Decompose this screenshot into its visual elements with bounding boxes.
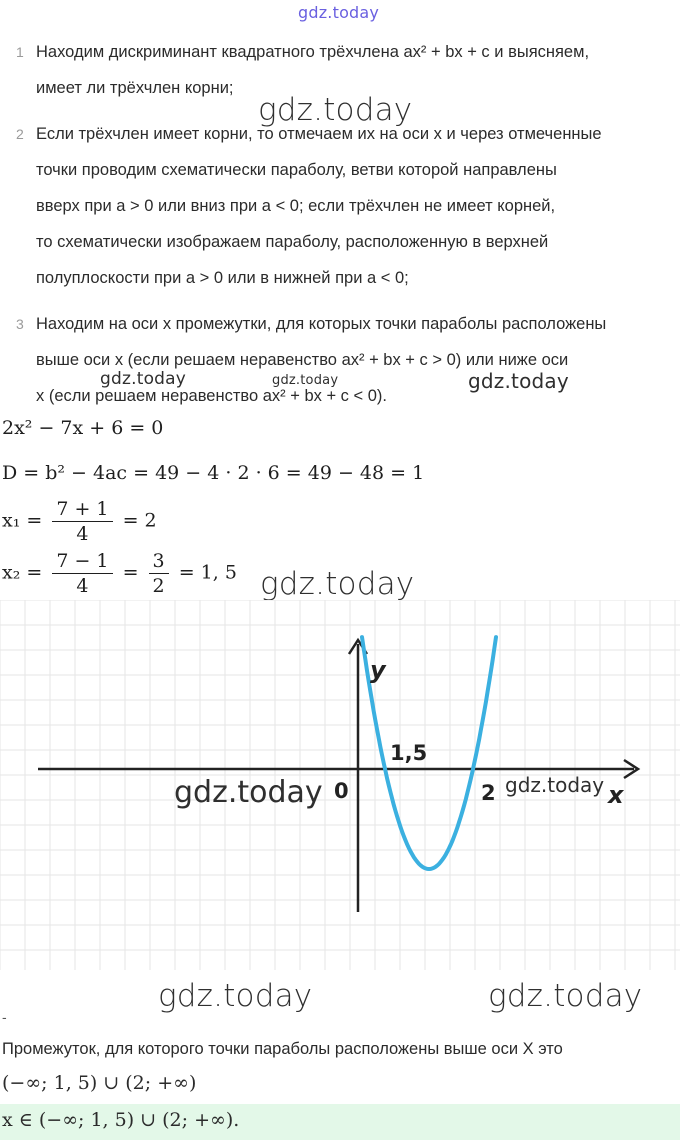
root-2-label: 2 xyxy=(481,781,496,805)
watermark: gdz.today xyxy=(505,773,605,797)
x-axis-label: x xyxy=(608,781,624,809)
step-line: Находим дискриминант квадратного трёхчлена ax² + bx + c и выясняем, xyxy=(36,43,590,61)
watermark: gdz.today xyxy=(158,978,313,1014)
root-1-fraction xyxy=(52,497,112,546)
root-2-fraction xyxy=(52,549,112,598)
equation-root-1 xyxy=(2,497,157,546)
step-line: точки проводим схематически параболу, ветви которой направлены xyxy=(36,161,557,179)
step-line: имеет ли трёхчлен корни; xyxy=(36,79,234,97)
step-line: Находим на оси x промежутки, для которых точки параболы расположены xyxy=(36,315,607,333)
watermark: gdz.today xyxy=(260,566,415,602)
step-line: Если трёхчлен имеет корни, то отмечаем их на оси x и через отмеченные xyxy=(36,125,602,143)
answer-text: x ∈ (−∞; 1, 5) ∪ (2; +∞). xyxy=(2,1109,240,1131)
fraction-numerator: 7 + 1 xyxy=(52,497,112,522)
root-2-simplified-fraction xyxy=(149,549,169,598)
equation-quadratic: 2x² − 7x + 6 = 0 xyxy=(2,417,164,439)
fraction-numerator: 7 − 1 xyxy=(52,549,112,574)
step-line: то схематически изображаем параболу, расположенную в верхней xyxy=(36,233,549,251)
root-1-label: 1,5 xyxy=(390,741,428,765)
fraction-denominator: 4 xyxy=(76,575,89,597)
watermark: gdz.today xyxy=(258,92,413,128)
step-line: полуплоскости при a > 0 или в нижней при a < 0; xyxy=(36,269,409,287)
fraction-denominator: 2 xyxy=(152,575,165,597)
step-line: вверх при a > 0 или вниз при a < 0; если трёхчлен не имеет корней, xyxy=(36,197,556,215)
step-number: 1 xyxy=(16,44,24,60)
interval-expression: (−∞; 1, 5) ∪ (2; +∞) xyxy=(2,1072,197,1094)
step-number: 3 xyxy=(16,316,24,332)
watermark-top: gdz.today xyxy=(298,3,380,22)
watermark: gdz.today xyxy=(100,369,187,389)
graph-canvas xyxy=(0,600,680,970)
watermark: gdz.today xyxy=(488,978,643,1014)
step-line: x (если решаем неравенство ax² + bx + c < 0). xyxy=(36,387,387,405)
interval-description: Промежуток, для которого точки параболы расположены выше оси X это xyxy=(2,1040,563,1058)
origin-label: 0 xyxy=(334,779,349,803)
root-2-equals: = xyxy=(122,561,139,584)
equation-discriminant: D = b² − 4ac = 49 − 4 · 2 · 6 = 49 − 48 = 1 xyxy=(2,462,425,484)
root-2-value: = 1, 5 xyxy=(178,561,237,584)
equation-root-2 xyxy=(2,549,237,598)
step-number: 2 xyxy=(16,126,24,142)
watermark: gdz.today xyxy=(272,373,339,388)
watermark: gdz.today xyxy=(174,775,323,810)
watermark: gdz.today xyxy=(468,369,569,393)
step-line: выше оси x (если решаем неравенство ax² + bx + c > 0) или ниже оси xyxy=(36,351,569,369)
root-1-lhs: x₁ = xyxy=(2,509,43,532)
fraction-denominator: 4 xyxy=(76,523,89,545)
separator-dash: - xyxy=(2,1009,7,1025)
parabola-graph xyxy=(0,600,680,970)
fraction-numerator: 3 xyxy=(149,549,169,574)
answer-box xyxy=(0,1104,680,1140)
y-axis-label: y xyxy=(370,656,386,684)
root-1-value: = 2 xyxy=(122,509,157,532)
root-2-lhs: x₂ = xyxy=(2,561,43,584)
